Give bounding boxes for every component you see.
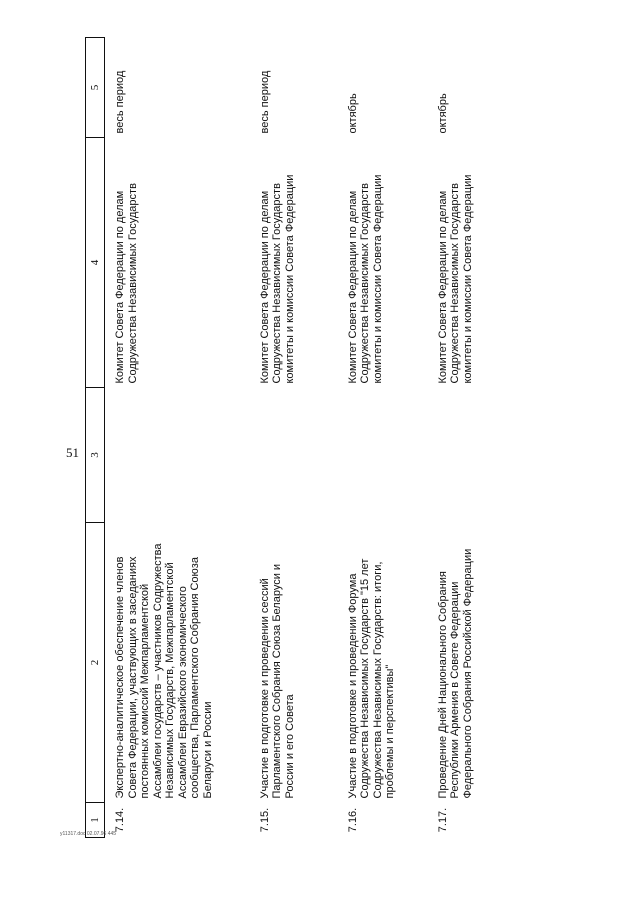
- event-description: Проведение Дней Национального Собрания Республики Армения в Совете Федерации Федерального Собрания Российской Федерации: [436, 548, 474, 799]
- responsible-party: Комитет Совета Федерации по делам Содружества Независимых Государств: [114, 183, 139, 384]
- col-header-4: 4: [86, 138, 105, 388]
- time-period: весь период: [114, 70, 126, 134]
- event-description: Экспертно-аналитическое обеспечение членов Совета Федерации, участвующих в заседаниях постоянных комиссий Межпарламентской Ассамблеи государств – участников Содружества Независимых Государств, Межпарламентской Ассамблеи Евразийского экономического сообщества, Парламентского Собрания Союза Беларуси и России: [114, 543, 214, 799]
- plan-table: [85, 37, 518, 838]
- col-header-3: 3: [86, 388, 105, 523]
- time-period: весь период: [258, 70, 271, 134]
- col3-cell: [338, 388, 428, 523]
- responsible-party: Комитет Совета Федерации по делам Содружества Независимых Государств комитеты и комиссии Совета Федерации: [258, 174, 296, 384]
- item-number: 7.17.: [436, 807, 449, 833]
- col-header-2: 2: [86, 523, 105, 803]
- col3-cell: [250, 388, 338, 523]
- rotated-plan-sheet: [85, 38, 585, 838]
- item-number: 7.14.: [114, 807, 126, 833]
- header-row: [86, 38, 105, 838]
- col3-cell: [105, 388, 250, 523]
- document-footer-code: y11317.doc 02.07.96 445: [60, 831, 117, 837]
- responsible-party: Комитет Совета Федерации по делам Содружества Независимых Государств комитеты и комиссии Совета Федерации: [346, 174, 384, 384]
- table-row: [250, 38, 338, 838]
- event-description: Участие в подготовке и проведении сессий Парламентского Собрания Союза Беларуси и России и его Совета: [258, 563, 296, 799]
- item-number: 7.15.: [258, 807, 271, 833]
- item-number: 7.16.: [346, 807, 359, 833]
- col-header-1: 1: [86, 803, 105, 838]
- responsible-party: Комитет Совета Федерации по делам Содружества Независимых Государств комитеты и комиссии Совета Федерации: [436, 174, 474, 384]
- time-period: октябрь: [436, 93, 449, 134]
- event-description: Участие в подготовке и проведении Форума Содружества Независимых Государств "15 лет Содружества Независимых Государств: итоги, проблемы и перспективы": [346, 558, 396, 799]
- page-number: 51: [66, 445, 79, 460]
- col3-cell: [428, 388, 518, 523]
- time-period: октябрь: [346, 93, 359, 134]
- table-row: [428, 38, 518, 838]
- table-row: [105, 38, 250, 838]
- table-row: [338, 38, 428, 838]
- col-header-5: 5: [86, 38, 105, 138]
